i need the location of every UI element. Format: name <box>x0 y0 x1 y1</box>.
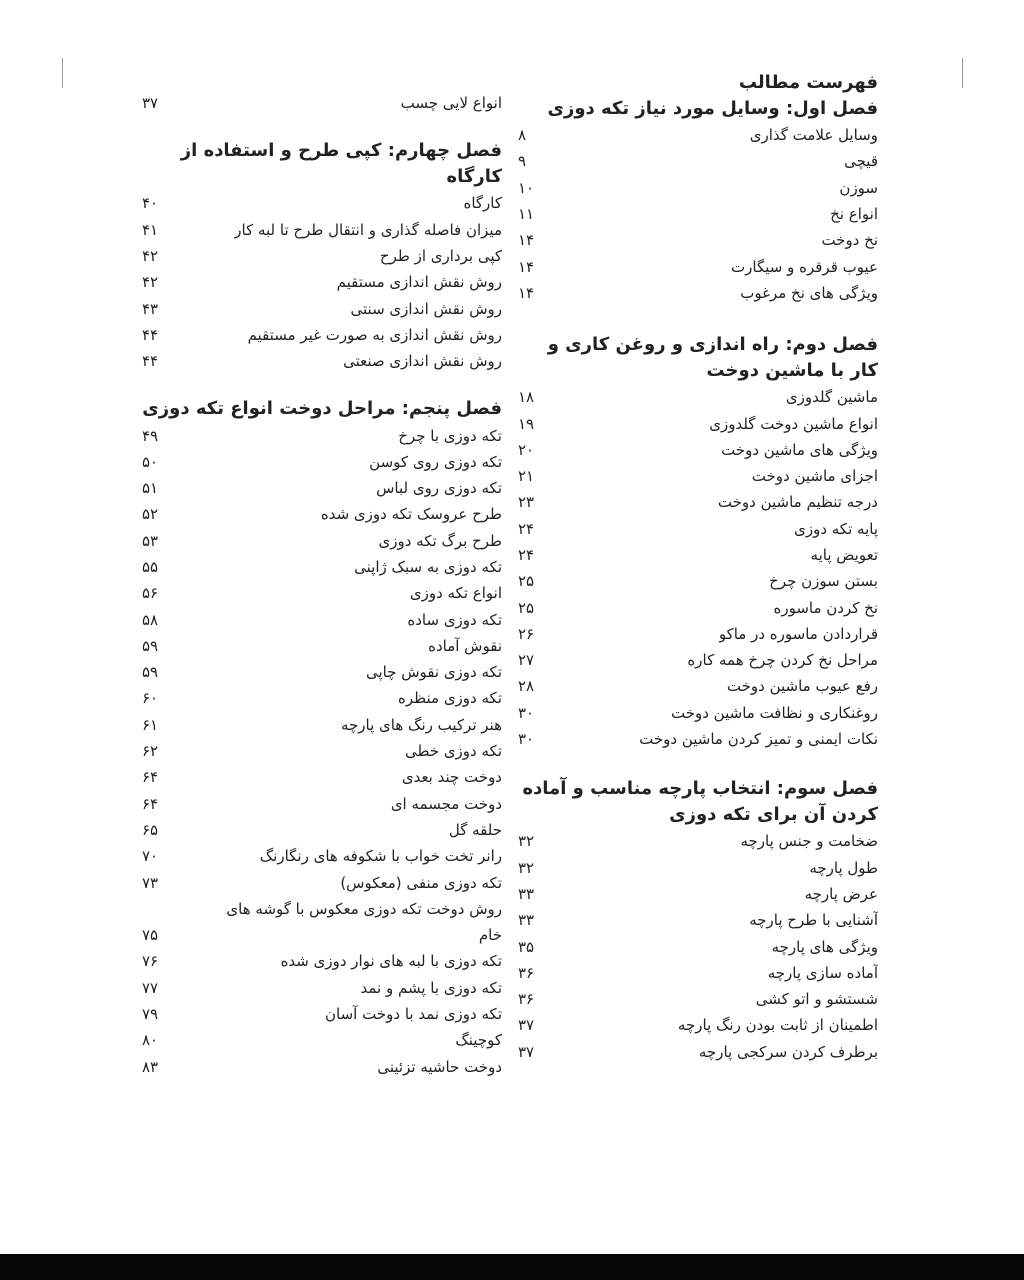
chapter-4-list <box>140 190 502 374</box>
toc-entry-page: ۵۳ <box>142 531 159 550</box>
toc-entry-title: انواع تکه دوزی <box>409 584 502 603</box>
toc-entry-page: ۱۱ <box>518 205 535 224</box>
toc-entry[interactable] <box>516 726 878 752</box>
toc-entry-title: طرح عروسک تکه دوزی شده <box>320 505 502 524</box>
toc-entry-title: دوخت حاشیه تزئینی <box>377 1057 502 1076</box>
toc-entry-title: اجزای ماشین دوخت <box>751 467 878 486</box>
toc-entry-title: عرض پارچه <box>804 884 878 903</box>
toc-entry-page: ۳۵ <box>518 937 535 956</box>
toc-entry-page: ۱۰ <box>518 178 535 197</box>
toc-entry[interactable] <box>516 568 878 594</box>
toc-entry-page: ۷۵ <box>142 926 159 945</box>
toc-entry[interactable] <box>516 960 878 986</box>
toc-entry-title: تکه دوزی با چرخ <box>398 426 502 445</box>
toc-entry[interactable] <box>516 516 878 542</box>
toc-entry-page: ۷۷ <box>142 978 159 997</box>
toc-entry-title: روش نقش اندازی صنعتی <box>343 352 502 371</box>
toc-entry-title: انواع لایی چسب <box>400 94 502 113</box>
toc-entry-title: تکه دوزی ساده <box>407 610 502 629</box>
toc-column-left <box>140 90 502 1080</box>
toc-entry-page: ۷۳ <box>142 873 159 892</box>
page-title: فهرست مطالب <box>738 72 878 93</box>
toc-entry-title: طرح برگ تکه دوزی <box>378 531 502 550</box>
toc-entry[interactable] <box>516 647 878 673</box>
toc-entry[interactable] <box>140 243 502 269</box>
toc-entry-title: روش نقش اندازی سنتی <box>350 299 502 318</box>
toc-entry-page: ۳۶ <box>518 990 535 1009</box>
toc-entry-title: ویژگی های پارچه <box>771 937 878 956</box>
toc-entry-title: آماده سازی پارچه <box>767 963 878 982</box>
toc-entry[interactable] <box>516 148 878 174</box>
toc-entry-page: ۳۰ <box>518 703 535 722</box>
toc-entry[interactable] <box>516 122 878 148</box>
toc-entry-page: ۹ <box>518 152 527 171</box>
toc-entry[interactable] <box>516 907 878 933</box>
toc-entry-title: پایه تکه دوزی <box>794 519 878 538</box>
toc-entry-title: ضخامت و جنس پارچه <box>740 832 878 851</box>
toc-entry-page: ۲۰ <box>518 440 535 459</box>
toc-entry-title: نقوش آماده <box>428 636 502 655</box>
toc-entry[interactable] <box>140 659 502 685</box>
toc-entry-page: ۲۴ <box>518 519 535 538</box>
toc-entry-page: ۲۴ <box>518 546 535 564</box>
toc-entry[interactable] <box>140 580 502 606</box>
toc-entry-title: دوخت مجسمه ای <box>390 794 502 813</box>
toc-entry-page: ۴۲ <box>142 273 159 292</box>
toc-entry-title: تکه دوزی نمد با دوخت آسان <box>325 1005 502 1024</box>
toc-entry[interactable] <box>516 542 878 568</box>
toc-entry-title: دوخت چند بعدی <box>401 768 502 787</box>
toc-entry[interactable] <box>140 896 502 922</box>
toc-entry-continued[interactable] <box>140 90 502 116</box>
chapter-4-heading: فصل چهارم: کپی طرح و استفاده از کارگاه <box>180 140 502 188</box>
toc-entry[interactable] <box>140 190 502 216</box>
toc-entry-page: ۲۸ <box>518 677 535 696</box>
toc-entry-page: ۲۱ <box>518 467 535 486</box>
toc-entry[interactable] <box>140 475 502 501</box>
toc-entry-page: ۶۴ <box>142 768 159 787</box>
toc-entry-title: مراحل نخ کردن چرخ همه کاره <box>687 651 878 670</box>
toc-entry-title: نخ دوخت <box>821 231 878 250</box>
toc-entry[interactable] <box>516 463 878 489</box>
toc-entry-page: ۶۴ <box>142 794 159 813</box>
toc-entry[interactable] <box>516 986 878 1012</box>
toc-entry-page: ۳۶ <box>518 963 535 982</box>
toc-entry-title: تعویض پایه <box>810 546 878 564</box>
toc-entry-title: تکه دوزی منفی (معکوس) <box>340 873 502 892</box>
toc-entry-page: ۱۴ <box>518 257 535 276</box>
chapter-3-heading: فصل سوم: انتخاب پارچه مناسب و آماده کردن آن برای تکه دوزی <box>522 778 878 826</box>
toc-entry[interactable] <box>140 348 502 374</box>
toc-entry-title: خام <box>478 926 502 945</box>
toc-entry-title: تکه دوزی با پشم و نمد <box>360 978 502 997</box>
toc-entry-title: روش نقش اندازی مستقیم <box>336 273 502 292</box>
toc-entry[interactable] <box>140 606 502 632</box>
toc-entry-title: نخ کردن ماسوره <box>773 598 878 617</box>
toc-entry-page: ۲۵ <box>518 598 535 617</box>
toc-entry[interactable] <box>140 295 502 321</box>
page-edge-mark-left <box>62 58 63 88</box>
toc-entry-page: ۵۶ <box>142 584 159 603</box>
toc-entry[interactable] <box>140 712 502 738</box>
toc-entry-title: آشنایی با طرح پارچه <box>749 911 878 930</box>
toc-entry[interactable] <box>140 738 502 764</box>
toc-entry-page: ۲۶ <box>518 624 535 643</box>
toc-entry[interactable] <box>140 1054 502 1080</box>
toc-entry-title: تکه دوزی منظره <box>398 689 502 708</box>
toc-entry-page: ۴۰ <box>142 194 159 213</box>
toc-entry-page: ۴۲ <box>142 247 159 266</box>
toc-entry[interactable] <box>516 201 878 227</box>
toc-entry[interactable] <box>516 700 878 726</box>
toc-entry-title: تکه دوزی با لبه های نوار دوزی شده <box>280 952 502 971</box>
toc-entry-page: ۳۰ <box>518 730 535 749</box>
toc-entry-page: ۶۰ <box>142 689 159 708</box>
toc-entry[interactable] <box>140 869 502 895</box>
toc-entry-page: ۵۰ <box>142 452 159 471</box>
toc-entry-title: کوچینگ <box>455 1031 502 1050</box>
toc-entry-page: ۱۴ <box>518 231 535 250</box>
toc-entry-title: قراردادن ماسوره در ماکو <box>718 624 878 643</box>
toc-entry[interactable] <box>516 280 878 306</box>
toc-entry-title: عیوب قرقره و سیگارت <box>731 257 878 276</box>
toc-entry-page: ۴۹ <box>142 426 159 445</box>
toc-entry-title: هنر ترکیب رنگ های پارچه <box>340 715 502 734</box>
toc-entry-page: ۲۳ <box>518 493 535 512</box>
toc-entry[interactable] <box>140 322 502 348</box>
toc-entry-page: ۳۷ <box>518 1016 535 1035</box>
toc-entry[interactable] <box>140 633 502 659</box>
toc-entry-title: انواع ماشین دوخت گلدوزی <box>709 414 878 433</box>
chapter-2-list <box>516 384 878 752</box>
toc-entry-page: ۴۴ <box>142 352 159 371</box>
toc-entry-page: ۶۱ <box>142 715 159 734</box>
toc-entry-page: ۶۲ <box>142 742 159 761</box>
toc-entry-title: کارگاه <box>463 194 502 213</box>
toc-entry[interactable] <box>140 948 502 974</box>
toc-entry-page: ۱۸ <box>518 388 535 407</box>
toc-entry-page: ۳۳ <box>518 884 535 903</box>
toc-entry[interactable] <box>140 269 502 295</box>
toc-entry[interactable] <box>516 828 878 854</box>
toc-entry-title: تکه دوزی نقوش چاپی <box>365 663 502 682</box>
toc-entry[interactable] <box>516 933 878 959</box>
toc-entry[interactable] <box>140 554 502 580</box>
toc-entry-title: بستن سوزن چرخ <box>769 572 878 591</box>
toc-entry-page: ۳۲ <box>518 832 535 851</box>
toc-entry-title: رانر تخت خواب با شکوفه های رنگارنگ <box>259 847 502 866</box>
toc-entry-title: شستشو و اتو کشی <box>755 990 878 1009</box>
toc-entry-page: ۶۵ <box>142 820 159 839</box>
toc-entry-title: ویژگی های ماشین دوخت <box>721 440 878 459</box>
toc-entry-title: رفع عیوب ماشین دوخت <box>726 677 878 696</box>
page-edge-mark-right <box>962 58 963 88</box>
chapter-1-list <box>516 122 878 306</box>
toc-entry-page: ۵۵ <box>142 558 159 576</box>
toc-entry-title: روغنکاری و نظافت ماشین دوخت <box>670 703 878 722</box>
toc-entry-title: اطمینان از ثابت بودن رنگ پارچه <box>677 1016 878 1035</box>
toc-entry-page: ۳۷ <box>518 1042 535 1061</box>
toc-entry-page: ۳۲ <box>518 858 535 877</box>
toc-entry-page: ۴۳ <box>142 299 159 318</box>
toc-entry[interactable] <box>516 621 878 647</box>
toc-entry-page: ۸۳ <box>142 1057 159 1076</box>
toc-entry[interactable] <box>140 449 502 475</box>
toc-entry-title: تکه دوزی به سبک ژاپنی <box>354 558 502 576</box>
toc-entry[interactable] <box>140 817 502 843</box>
toc-entry-title: تکه دوزی خطی <box>404 742 502 761</box>
toc-entry-title: تکه دوزی روی کوسن <box>369 452 502 471</box>
screen-bottom-bar <box>0 1254 1024 1280</box>
toc-entry-title: روش نقش اندازی به صورت غیر مستقیم <box>247 325 502 344</box>
toc-entry-title: حلقه گل <box>448 820 502 839</box>
toc-entry-title: ویژگی های نخ مرغوب <box>740 283 878 302</box>
toc-entry-title: روش دوخت تکه دوزی معکوس با گوشه های <box>226 899 502 918</box>
toc-entry[interactable] <box>516 175 878 201</box>
toc-entry[interactable] <box>140 922 502 948</box>
toc-column-right <box>516 70 878 1065</box>
toc-entry-page: ۷۹ <box>142 1005 159 1024</box>
toc-entry-page: ۵۲ <box>142 505 159 524</box>
toc-entry[interactable] <box>140 217 502 243</box>
toc-entry-title: سوزن <box>839 178 878 197</box>
toc-entry[interactable] <box>516 489 878 515</box>
toc-entry-page: ۷۶ <box>142 952 159 971</box>
toc-entry[interactable] <box>140 764 502 790</box>
toc-entry[interactable] <box>140 685 502 711</box>
toc-entry[interactable] <box>516 673 878 699</box>
toc-entry-title: ماشین گلدوزی <box>785 388 878 407</box>
toc-entry[interactable] <box>516 881 878 907</box>
toc-entry-page: ۲۷ <box>518 651 535 670</box>
toc-entry-title: نکات ایمنی و تمیز کردن ماشین دوخت <box>639 730 878 749</box>
toc-entry-page: ۴۱ <box>142 220 159 239</box>
toc-entry[interactable] <box>516 253 878 279</box>
toc-entry[interactable] <box>140 1027 502 1053</box>
chapter-5-heading: فصل پنجم: مراحل دوخت انواع تکه دوزی <box>142 398 502 420</box>
toc-entry[interactable] <box>140 791 502 817</box>
toc-entry-page: ۱۹ <box>518 414 535 433</box>
toc-entry-page: ۵۹ <box>142 636 159 655</box>
toc-entry[interactable] <box>516 1039 878 1065</box>
toc-entry-title: قیچی <box>844 152 878 171</box>
toc-entry[interactable] <box>516 410 878 436</box>
toc-entry-title: تکه دوزی روی لباس <box>376 479 502 498</box>
chapter-5-list <box>140 422 502 1079</box>
toc-entry[interactable] <box>516 1012 878 1038</box>
toc-entry-title: درجه تنظیم ماشین دوخت <box>717 493 878 512</box>
toc-entry[interactable] <box>140 1001 502 1027</box>
toc-entry-title: کپی برداری از طرح <box>379 247 502 266</box>
toc-entry[interactable] <box>140 422 502 448</box>
toc-entry-page: ۳۷ <box>142 94 159 113</box>
chapter-1-heading: فصل اول: وسایل مورد نیاز تکه دوزی <box>547 98 878 119</box>
chapter-3-list <box>516 828 878 1065</box>
toc-entry-title: برطرف کردن سرکجی پارچه <box>698 1042 878 1061</box>
toc-entry[interactable] <box>140 975 502 1001</box>
toc-entry-page: ۷۰ <box>142 847 159 866</box>
toc-entry-title: طول پارچه <box>809 858 878 877</box>
toc-entry[interactable] <box>516 384 878 410</box>
toc-entry-page: ۵۱ <box>142 479 159 498</box>
toc-entry-page: ۱۴ <box>518 283 535 302</box>
toc-entry[interactable] <box>516 227 878 253</box>
toc-entry[interactable] <box>516 855 878 881</box>
toc-entry-page: ۸ <box>518 126 527 145</box>
toc-entry-page: ۸۰ <box>142 1031 159 1050</box>
toc-entry-title: انواع نخ <box>830 205 878 224</box>
toc-entry[interactable] <box>516 594 878 620</box>
toc-entry-page: ۲۵ <box>518 572 535 591</box>
toc-entry[interactable] <box>140 501 502 527</box>
toc-entry-page: ۵۸ <box>142 610 159 629</box>
toc-entry[interactable] <box>516 437 878 463</box>
toc-entry-page: ۵۹ <box>142 663 159 682</box>
toc-entry[interactable] <box>140 843 502 869</box>
toc-entry-page: ۳۳ <box>518 911 535 930</box>
chapter-2-heading: فصل دوم: راه اندازی و روغن کاری و کار با ماشین دوخت <box>547 334 878 382</box>
toc-entry-page: ۴۴ <box>142 325 159 344</box>
toc-entry-title: میزان فاصله گذاری و انتقال طرح تا لبه کار <box>234 220 502 239</box>
toc-entry-title: وسایل علامت گذاری <box>749 126 878 145</box>
toc-entry[interactable] <box>140 528 502 554</box>
